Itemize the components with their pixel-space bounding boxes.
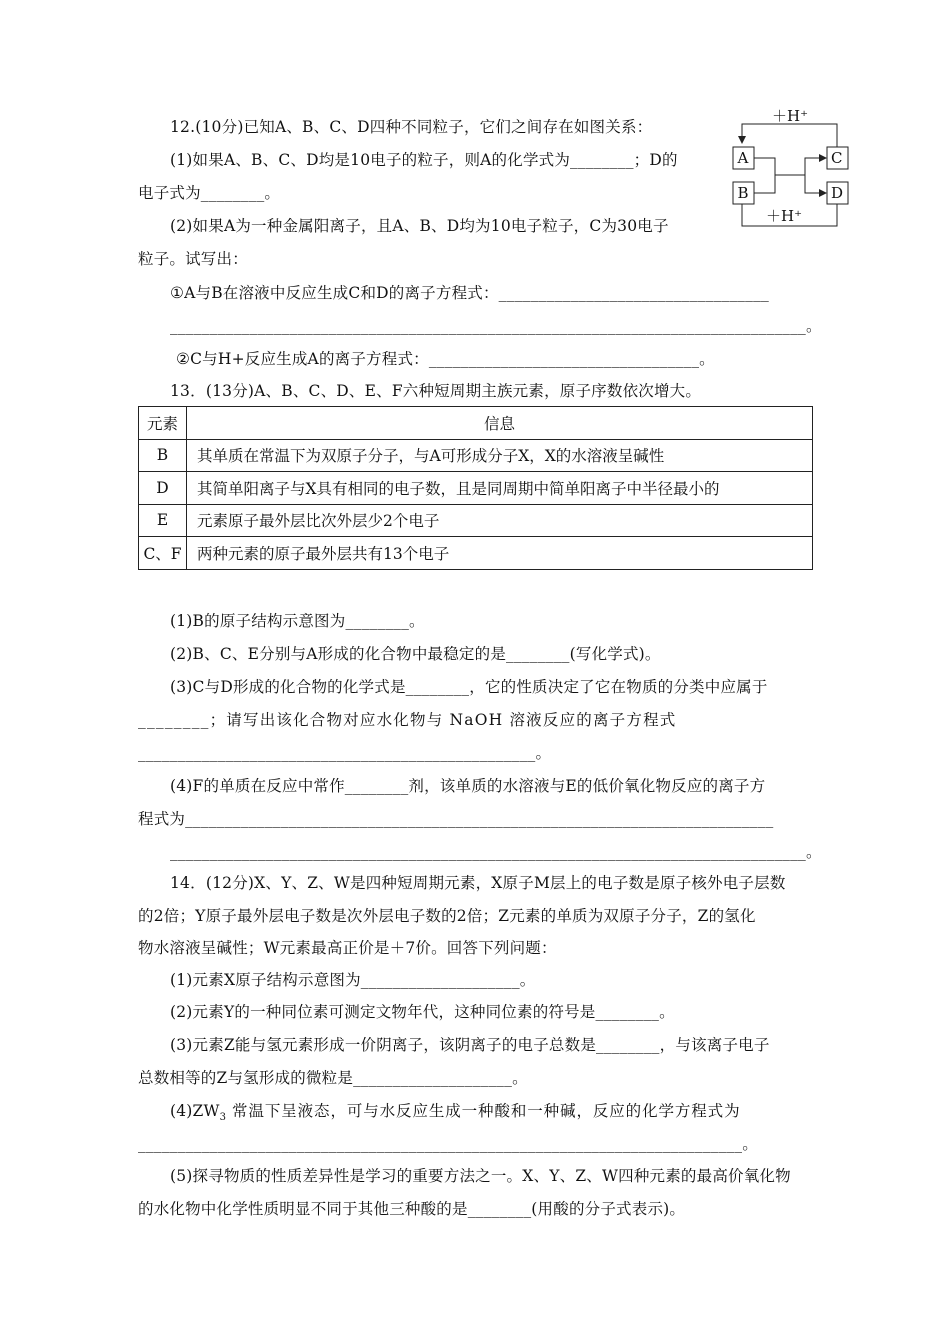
table-cell-info: 其简单阳离子与X具有相同的电子数，且是同周期中简单阳离子中半径最小的 [187,472,813,505]
table-row [139,504,813,537]
q13-line-2: (1)B的原子结构示意图为________。 [170,612,425,630]
table-cell-info: 元素原子最外层比次外层少2个电子 [187,504,813,537]
box-a-label: A [737,149,749,167]
q14-line-1: 14．(12分)X、Y、Z、W是四种短周期元素，X原子M层上的电子数是原子核外电子层数 [170,874,786,892]
q12-line-5: 粒子。试写出： [138,250,248,268]
q14-line-10: (5)探寻物质的性质差异性是学习的重要方法之一。X、Y、Z、W四种元素的最高价氧化物 [170,1167,791,1185]
q12-line-4: (2)如果A为一种金属阳离子，且A、B、D均为10电子粒子，C为30电子 [170,217,669,235]
top-bracket-line [742,124,837,147]
q14-line-5: (2)元素Y的一种同位素可测定文物年代，这种同位素的符号是________。 [170,1003,675,1021]
q14-line-9: ____________________________________________________________________________。 [138,1135,758,1153]
table-cell-info: 其单质在常温下为双原子分子，与A可形成分子X，X的水溶液呈碱性 [187,439,813,472]
element-info-table [138,406,813,570]
box-d-label: D [831,184,844,202]
table-cell-element: D [139,472,187,505]
q14-line-11: 的水化物中化学性质明显不同于其他三种酸的是________(用酸的分子式表示)。 [138,1200,686,1218]
q14-line-3: 物水溶液呈碱性；W元素最高正价是＋7价。回答下列问题： [138,939,557,957]
q12-line-3: 电子式为________。 [138,184,281,202]
table-row [139,537,813,570]
table-cell-info: 两种元素的原子最外层共有13个电子 [187,537,813,570]
q13-line-3: (2)B、C、E分别与A形成的化合物中最稳定的是________(写化学式)。 [170,645,661,663]
arrow-to-c [805,158,826,175]
reaction-diagram [730,100,855,230]
bottom-h-label: ＋H⁺ [766,207,802,225]
table-cell-element: C、F [139,537,187,570]
box-c-label: C [831,149,843,167]
q13-line-9: ________________________________________________________________________________。 [170,843,822,861]
table-cell-element: B [139,439,187,472]
q13-line-5: ________；请写出该化合物对应水化物与 NaOH 溶液反应的离子方程式 [138,711,677,729]
q13-line-4: (3)C与D形成的化合物的化学式是________，它的性质决定了它在物质的分类中应属于 [170,678,768,696]
table-cell-element: E [139,504,187,537]
q14-line-8-a: (4)ZW [170,1102,220,1120]
q13-line-6: __________________________________________________。 [138,744,552,762]
box-b-label: B [737,184,749,202]
q12-line-7: ________________________________________________________________________________。 [170,317,822,335]
table-header-row [139,407,813,440]
q14-line-6: (3)元素Z能与氢元素形成一价阴离子，该阴离子的电子总数是________，与该离子电子 [170,1036,770,1054]
table-header-info: 信息 [187,407,813,440]
q13-line-7: (4)F的单质在反应中常作________剂，该单质的水溶液与E的低价氧化物反应的离子方 [170,777,766,795]
q14-line-8-subscript: 3 [219,1112,227,1123]
table-row [139,472,813,505]
q14-line-8-b: 常温下呈液态，可与水反应生成一种酸和一种碱，反应的化学方程式为 [226,1102,741,1120]
q12-line-8: ②C与H+反应生成A的离子方程式：__________________________________。 [176,350,715,368]
q13-line-1: 13．(13分)A、B、C、D、E、F六种短周期主族元素，原子序数依次增大。 [170,382,702,400]
q13-line-8: 程式为__________________________________________________________________________ [138,810,774,828]
q14-line-7: 总数相等的Z与氢形成的微粒是____________________。 [138,1069,528,1087]
connector-b [754,175,775,193]
connector-a [754,158,775,175]
q14-line-2: 的2倍；Y原子最外层电子数是次外层电子数的2倍；Z元素的单质为双原子分子，Z的氢化 [138,907,756,925]
arrow-to-d [805,175,826,193]
table-row [139,439,813,472]
q14-line-4: (1)元素X原子结构示意图为____________________。 [170,971,536,989]
q12-line-2: (1)如果A、B、C、D均是10电子的粒子，则A的化学式为________；D的 [170,151,678,169]
q12-line-1: 12.(10分)已知A、B、C、D四种不同粒子，它们之间存在如图关系： [170,118,653,136]
q12-line-6: ①A与B在溶液中反应生成C和D的离子方程式：__________________________________ [170,284,769,302]
q14-line-8 [170,1101,740,1128]
top-h-label: ＋H⁺ [772,107,808,125]
table-header-element: 元素 [139,407,187,440]
